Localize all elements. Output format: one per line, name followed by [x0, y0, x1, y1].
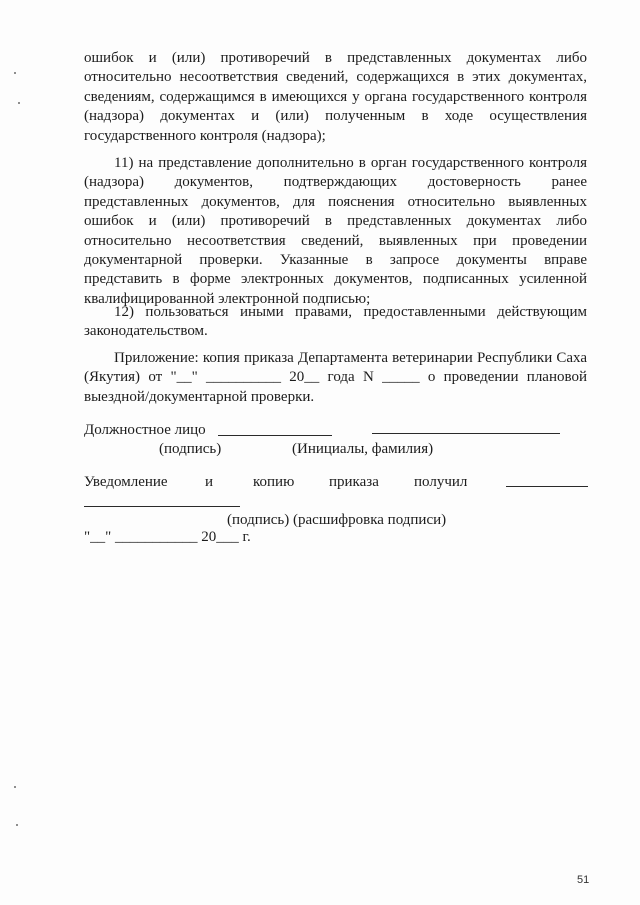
- notice-word-3: копию: [253, 474, 295, 490]
- paragraph-continuation: ошибок и (или) противоречий в представленных документах либо относительно несоответствия сведений, содержащихся в этих документах, сведениям, содержащимся в имеющихся у органа государственного контроля (надзора) документах и (или) полученным в ходе осуществления государственного контроля (надзора);: [84, 50, 587, 144]
- official-label: Должностное лицо: [84, 422, 206, 438]
- scan-speck: [14, 786, 16, 788]
- page-number: 51: [577, 874, 590, 886]
- notice-word-2: и: [205, 474, 214, 490]
- paragraph-appendix: Приложение: копия приказа Департамента ветеринарии Республики Саха (Якутия) от "__" __________ 20__ года N _____ о проведении плановой выездной/документарной проверки.: [84, 350, 587, 405]
- paragraph-item-11: 11) на представление дополнительно в орган государственного контроля (надзора) документов, подтверждающих достоверность ранее представленных документов, для пояснения относительно выявленных ошибок и (или) противоречий в представленных документах либо относительно несоответствия сведений, выявленных при проведении документарной проверки. Указанные в запросе документы вправе представить в форме электронных документов, подписанных усиленной квалифицированной электронной подписью;: [84, 155, 587, 307]
- initials-caption: (Инициалы, фамилия): [292, 441, 434, 457]
- scan-speck: [14, 72, 16, 74]
- scan-speck: [18, 102, 20, 104]
- notice-word-4: приказа: [329, 474, 379, 490]
- signature-caption: (подпись): [159, 441, 222, 457]
- signature-line: [218, 435, 332, 436]
- initials-line: [372, 433, 560, 434]
- paragraph-item-12: 12) пользоваться иными правами, предоставленными действующим законодательством.: [84, 304, 587, 340]
- notice-word-5: получил: [414, 474, 468, 490]
- receipt-date: "__" ___________ 20___ г.: [84, 529, 251, 545]
- notice-word-1: Уведомление: [84, 474, 168, 490]
- receiver-signature-line: [506, 486, 588, 487]
- receiver-name-line: [84, 506, 240, 507]
- receiver-captions: (подпись) (расшифровка подписи): [227, 512, 447, 528]
- scan-speck: [16, 824, 18, 826]
